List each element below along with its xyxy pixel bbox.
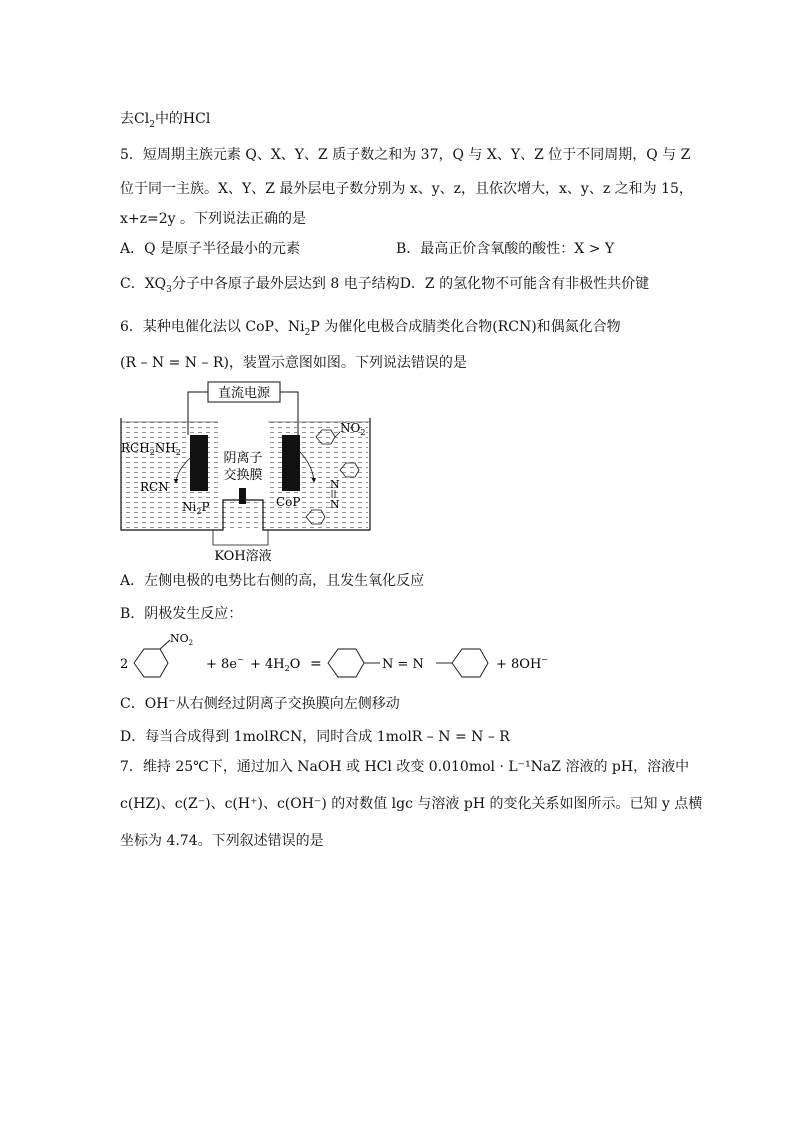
left-electrode	[190, 435, 208, 491]
q5-option-d[interactable]: D．Z 的氢化物不可能含有非极性共价键	[399, 276, 650, 292]
q5-stem-line3: x+z=2y 。下列说法正确的是	[120, 211, 306, 227]
q6-stem-line2: (R – N = N – R)，装置示意图如图。下列说法错误的是	[120, 355, 467, 371]
q5-option-c[interactable]: C．$XQ_3$分子中各原子最外层达到 8 电子结构D．Z 的氢化物不可能含有非极性共价键	[120, 276, 650, 295]
right-electrode	[282, 435, 300, 491]
koh-solution-label: KOH溶液	[214, 549, 272, 564]
electrolysis-diagram	[118, 380, 378, 565]
left-product-label: RCN	[140, 480, 169, 494]
eq-nitro-label: $NO_2$	[170, 632, 194, 647]
cathode-equation	[118, 630, 578, 686]
q5-stem-line2: 位于同一主族。X、Y、Z 最外层电子数分别为 x、y、z，且依次增大，x、y、z 之和为 15，	[120, 181, 693, 197]
q5-stem-line1: 5．短周期主族元素 Q、X、Y、Z 质子数之和为 37，Q 与 X、Y、Z 位于不同周期，Q 与 Z	[120, 147, 691, 163]
q5-option-a[interactable]: A．Q 是原子半径最小的元素	[120, 241, 301, 257]
eq-azo-ring-left	[328, 649, 364, 677]
q7-stem-line3: 坐标为 4.74。下列叙述错误的是	[120, 833, 324, 849]
eq-water: + $4H_2O$	[250, 657, 301, 673]
membrane-label-1: 阴离子	[223, 451, 263, 466]
anion-exchange-membrane	[239, 488, 246, 504]
eq-coefficient: 2	[120, 657, 129, 672]
eq-azo-group: N = N	[382, 657, 424, 672]
q5-option-b[interactable]: B．最高正价含氧酸的酸性：X > Y	[396, 241, 615, 257]
q6-option-b[interactable]: B．阴极发生反应：	[120, 606, 243, 622]
eq-azo-ring-right	[452, 649, 488, 677]
q7-stem-line2: c(HZ)、c(Z⁻)、c(H⁺)、c(OH⁻) 的对数值 lgc 与溶液 pH 的变化关系如图所示。已知 y 点横	[120, 796, 703, 812]
q6-stem-line1: 6．某种电催化法以 CoP、$Ni_2P$ 为催化电极合成腈类化合物(RCN)和偶氮化合物	[120, 319, 621, 338]
azo-n-top: N	[330, 478, 340, 491]
membrane-label-2: 交换膜	[223, 468, 263, 483]
left-electrode-label: $Ni_2P$	[182, 500, 210, 516]
eq-hydroxide: + 8OH−	[496, 655, 548, 672]
left-reactant-label: $RCH_2NH_2$	[121, 441, 181, 457]
eq-nitrobenzene-ring	[134, 649, 168, 677]
q6-option-d[interactable]: D．每当合成得到 1molRCN，同时合成 1molR – N = N – R	[120, 729, 510, 745]
q4-tail: 去$Cl_2$中的HCl	[120, 111, 211, 130]
q6-option-c[interactable]: C．OH⁻从右侧经过阴离子交换膜向左侧移动	[120, 696, 400, 712]
q6-option-a[interactable]: A．左侧电极的电势比右侧的高，且发生氧化反应	[120, 573, 425, 589]
nitro-label: $NO_2$	[340, 421, 366, 437]
right-electrode-label: CoP	[276, 495, 301, 509]
power-source-label: 直流电源	[217, 386, 271, 401]
eq-electrons: + 8e−	[206, 655, 244, 672]
eq-equals: =	[310, 656, 322, 672]
q7-stem-line1: 7．维持 25℃下，通过加入 NaOH 或 HCl 改变 0.010mol · L⁻¹NaZ 溶液的 pH，溶液中	[120, 759, 690, 775]
azo-n-bottom: N	[330, 498, 340, 511]
